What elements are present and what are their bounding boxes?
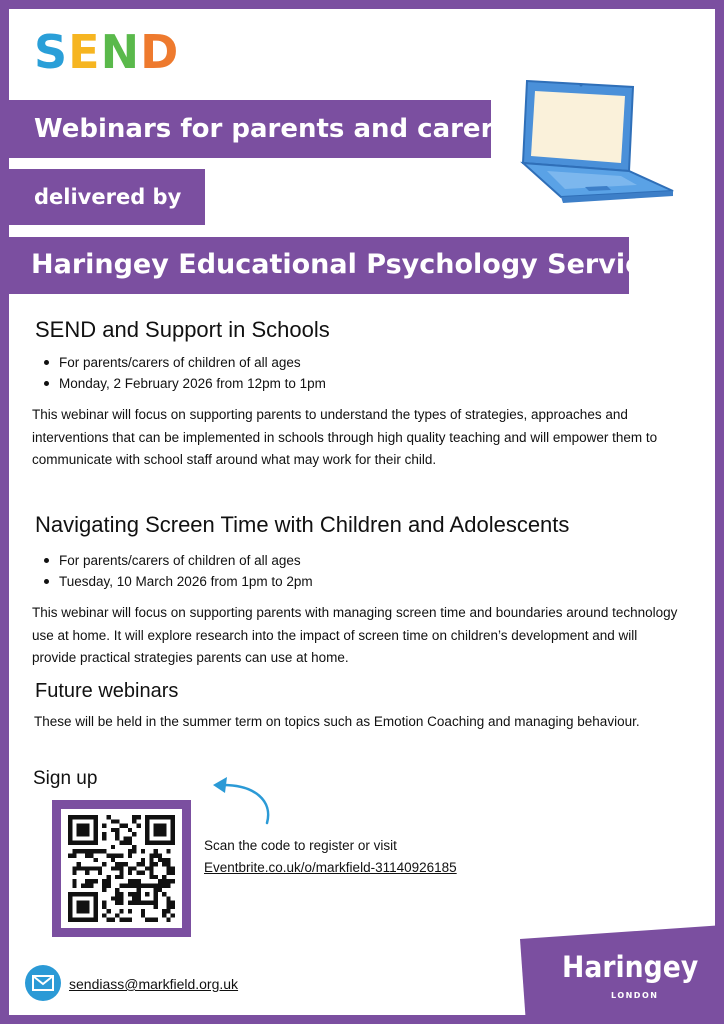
haringey-logo: Haringey xyxy=(562,950,699,984)
laptop-icon xyxy=(515,79,675,205)
list-item: For parents/carers of children of all ages xyxy=(35,550,313,571)
future-webinars-description: These will be held in the summer term on topics such as Emotion Coaching and managing behaviour. xyxy=(34,714,640,729)
logo-letter-n: N xyxy=(100,25,141,79)
list-item: For parents/carers of children of all ages xyxy=(35,352,326,373)
sign-up-title: Sign up xyxy=(33,768,98,789)
email-icon xyxy=(25,965,61,1001)
webinar-2-description: This webinar will focus on supporting parents with managing screen time and boundaries around technology use at home. It will explore research into the impact of screen time on children’s development and will provide practical strategies parents can use at home. xyxy=(32,605,678,665)
webinar-2-title: Navigating Screen Time with Children and Adolescents xyxy=(35,512,570,537)
header-band-service: Haringey Educational Psychology Service xyxy=(9,237,629,294)
webinar-1-details xyxy=(35,352,326,394)
qr-code-frame xyxy=(52,800,191,937)
webinar-2-details xyxy=(35,550,313,592)
list-item: Monday, 2 February 2026 from 12pm to 1pm xyxy=(35,373,326,394)
logo-letter-e: E xyxy=(68,25,101,79)
qr-code-icon[interactable] xyxy=(67,815,176,922)
qr-code-background xyxy=(61,809,182,928)
webinar-1-title: SEND and Support in Schools xyxy=(35,317,330,342)
future-webinars-title: Future webinars xyxy=(35,680,179,702)
list-item: Tuesday, 10 March 2026 from 1pm to 2pm xyxy=(35,571,313,592)
header-band-delivered-by: delivered by xyxy=(9,169,205,225)
logo-letter-s: S xyxy=(34,25,69,79)
webinar-1-description: This webinar will focus on supporting parents to understand the types of strategies, approaches and interventions that can be implemented in schools through high quality teaching and will empower them to communicate with school staff around what may work for their child. xyxy=(32,407,658,467)
scan-instruction: Scan the code to register or visit xyxy=(204,838,397,853)
haringey-logo-sub: LONDON xyxy=(611,991,659,1000)
curved-arrow-icon xyxy=(207,771,277,827)
send-logo xyxy=(34,25,180,79)
logo-letter-d: D xyxy=(140,25,180,79)
contact-email-link[interactable]: sendiass@markfield.org.uk xyxy=(69,976,239,992)
header-band-title: Webinars for parents and carers xyxy=(9,100,491,158)
eventbrite-link[interactable]: Eventbrite.co.uk/o/markfield-31140926185 xyxy=(204,860,457,875)
